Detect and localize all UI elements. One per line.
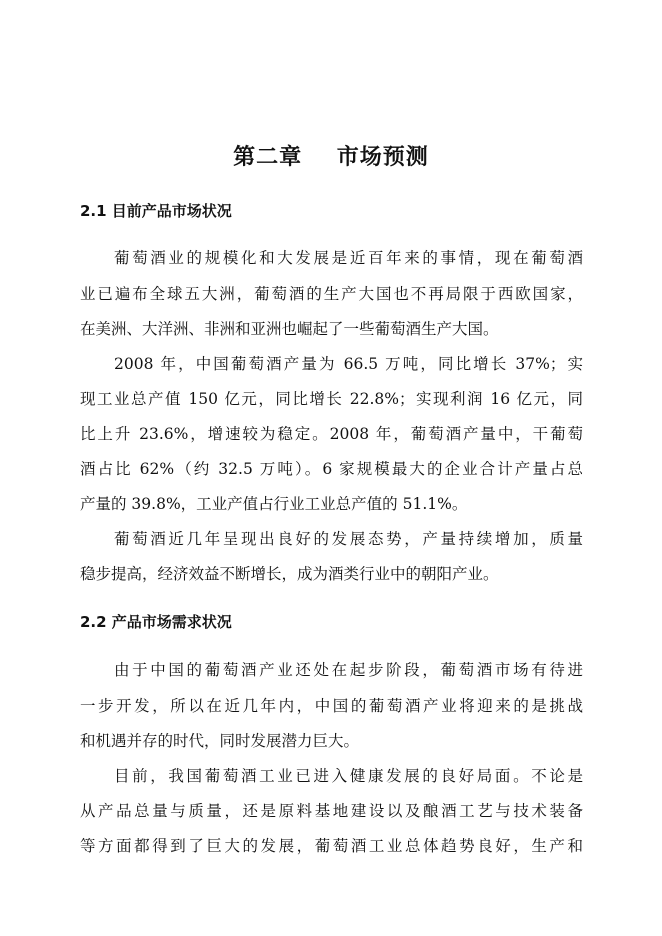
paragraph-line: 稳步提高，经济效益不断增长，成为酒类行业中的朝阳产业。 bbox=[80, 565, 499, 583]
paragraph-line: 酒占比 62%（约 32.5 万吨）。6 家规模最大的企业合计产量占总 bbox=[80, 460, 583, 478]
paragraph-line: 业已遍布全球五大洲，葡萄酒的生产大国也不再局限于西欧国家， bbox=[80, 285, 583, 303]
paragraph-line: 2008 年，中国葡萄酒产量为 66.5 万吨，同比增长 37%；实 bbox=[114, 355, 583, 373]
paragraph-line: 等方面都得到了巨大的发展，葡萄酒工业总体趋势良好，生产和 bbox=[80, 837, 583, 855]
paragraph-line: 葡萄酒近几年呈现出良好的发展态势，产量持续增加，质量 bbox=[114, 530, 583, 548]
paragraph-line: 由于中国的葡萄酒产业还处在起步阶段，葡萄酒市场有待进 bbox=[114, 661, 583, 679]
paragraph-line: 和机遇并存的时代，同时发展潜力巨大。 bbox=[80, 732, 360, 750]
paragraph-line: 产量的 39.8%，工业产值占行业工业总产值的 51.1%。 bbox=[80, 495, 468, 513]
section-heading-2-2: 2.2 产品市场需求状况 bbox=[80, 613, 232, 631]
paragraph-line: 一步开发，所以在近几年内，中国的葡萄酒产业将迎来的是挑战 bbox=[80, 697, 583, 715]
paragraph-line: 现工业总产值 150 亿元，同比增长 22.8%；实现利润 16 亿元，同 bbox=[80, 390, 583, 408]
paragraph-line: 目前，我国葡萄酒工业已进入健康发展的良好局面。不论是 bbox=[114, 767, 583, 785]
paragraph-line: 从产品总量与质量，还是原料基地建设以及酿酒工艺与技术装备 bbox=[80, 802, 583, 820]
section-heading-2-1: 2.1 目前产品市场状况 bbox=[80, 202, 232, 220]
paragraph-line: 葡萄酒业的规模化和大发展是近百年来的事情，现在葡萄酒 bbox=[114, 249, 583, 267]
chapter-title: 第二章 市场预测 bbox=[233, 145, 429, 170]
paragraph-line: 比上升 23.6%，增速较为稳定。2008 年，葡萄酒产量中，干葡萄 bbox=[80, 425, 583, 443]
paragraph-line: 在美洲、大洋洲、非洲和亚洲也崛起了一些葡萄酒生产大国。 bbox=[80, 320, 499, 338]
